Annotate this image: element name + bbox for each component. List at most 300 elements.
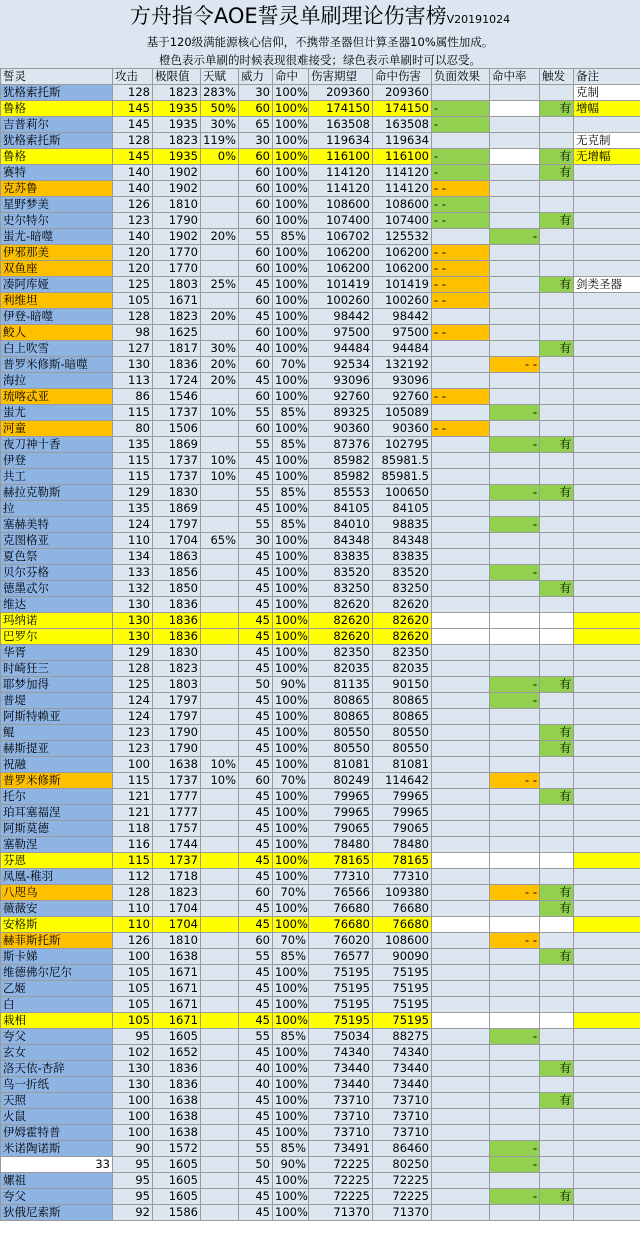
cell-trigger[interactable]: 有	[540, 789, 574, 805]
cell-hit[interactable]: 90%	[273, 1157, 309, 1173]
cell-hit-damage[interactable]: 75195	[373, 965, 432, 981]
cell-power[interactable]: 45	[239, 981, 273, 997]
cell-atk[interactable]: 92	[113, 1205, 153, 1221]
cell-trigger[interactable]	[540, 1141, 574, 1157]
cell-expect[interactable]: 76680	[309, 917, 373, 933]
cell-hit-damage[interactable]: 101419	[373, 277, 432, 293]
cell-negative[interactable]	[432, 341, 490, 357]
cell-power[interactable]: 45	[239, 725, 273, 741]
cell-hit[interactable]: 100%	[273, 613, 309, 629]
cell-name[interactable]: 时崎狂三	[1, 661, 113, 677]
cell-name[interactable]: 薇薇安	[1, 901, 113, 917]
cell-hit-rate[interactable]	[490, 549, 540, 565]
cell-limit[interactable]: 1836	[153, 629, 201, 645]
cell-negative[interactable]	[432, 645, 490, 661]
cell-hit[interactable]: 85%	[273, 485, 309, 501]
col-header-hit-damage[interactable]: 命中伤害	[373, 69, 432, 85]
cell-note[interactable]	[574, 901, 640, 917]
cell-name[interactable]: 玄女	[1, 1045, 113, 1061]
cell-talent[interactable]	[201, 501, 239, 517]
cell-hit-rate[interactable]: -	[490, 229, 540, 245]
cell-talent[interactable]	[201, 245, 239, 261]
cell-negative[interactable]	[432, 949, 490, 965]
cell-expect[interactable]: 76577	[309, 949, 373, 965]
cell-note[interactable]	[574, 357, 640, 373]
cell-hit-damage[interactable]: 125532	[373, 229, 432, 245]
cell-hit-damage[interactable]: 85981.5	[373, 453, 432, 469]
cell-hit-damage[interactable]: 72225	[373, 1173, 432, 1189]
cell-negative[interactable]	[432, 1173, 490, 1189]
cell-negative[interactable]	[432, 965, 490, 981]
cell-talent[interactable]	[201, 1093, 239, 1109]
cell-limit[interactable]: 1850	[153, 581, 201, 597]
cell-trigger[interactable]	[540, 181, 574, 197]
cell-hit[interactable]: 100%	[273, 1173, 309, 1189]
cell-limit[interactable]: 1869	[153, 437, 201, 453]
cell-power[interactable]: 45	[239, 1013, 273, 1029]
cell-trigger[interactable]	[540, 1173, 574, 1189]
cell-hit-rate[interactable]	[490, 789, 540, 805]
cell-hit-rate[interactable]	[490, 741, 540, 757]
cell-note[interactable]	[574, 1029, 640, 1045]
cell-expect[interactable]: 209360	[309, 85, 373, 101]
cell-atk[interactable]: 128	[113, 85, 153, 101]
cell-hit-damage[interactable]: 80550	[373, 725, 432, 741]
cell-atk[interactable]: 102	[113, 1045, 153, 1061]
cell-talent[interactable]	[201, 1013, 239, 1029]
cell-hit-rate[interactable]	[490, 1077, 540, 1093]
cell-trigger[interactable]	[540, 549, 574, 565]
cell-expect[interactable]: 82620	[309, 597, 373, 613]
cell-trigger[interactable]	[540, 773, 574, 789]
cell-talent[interactable]: 20%	[201, 357, 239, 373]
cell-hit-damage[interactable]: 73710	[373, 1109, 432, 1125]
cell-trigger[interactable]: 有	[540, 485, 574, 501]
cell-note[interactable]: 克制	[574, 85, 640, 101]
cell-limit[interactable]: 1863	[153, 549, 201, 565]
cell-note[interactable]	[574, 261, 640, 277]
cell-hit-damage[interactable]: 105089	[373, 405, 432, 421]
cell-negative[interactable]	[432, 693, 490, 709]
cell-note[interactable]	[574, 581, 640, 597]
cell-hit[interactable]: 100%	[273, 661, 309, 677]
cell-power[interactable]: 60	[239, 149, 273, 165]
cell-hit[interactable]: 85%	[273, 517, 309, 533]
cell-trigger[interactable]	[540, 981, 574, 997]
cell-hit-damage[interactable]: 82620	[373, 629, 432, 645]
cell-hit[interactable]: 100%	[273, 1189, 309, 1205]
cell-power[interactable]: 45	[239, 757, 273, 773]
cell-hit-rate[interactable]: -	[490, 1141, 540, 1157]
cell-negative[interactable]	[432, 309, 490, 325]
cell-limit[interactable]: 1638	[153, 949, 201, 965]
cell-power[interactable]: 45	[239, 965, 273, 981]
cell-talent[interactable]	[201, 261, 239, 277]
cell-expect[interactable]: 79965	[309, 789, 373, 805]
cell-trigger[interactable]	[540, 661, 574, 677]
cell-expect[interactable]: 81081	[309, 757, 373, 773]
cell-talent[interactable]: 10%	[201, 773, 239, 789]
cell-expect[interactable]: 80865	[309, 709, 373, 725]
cell-atk[interactable]: 95	[113, 1173, 153, 1189]
cell-trigger[interactable]	[540, 1077, 574, 1093]
cell-limit[interactable]: 1546	[153, 389, 201, 405]
cell-power[interactable]: 55	[239, 229, 273, 245]
cell-trigger[interactable]	[540, 805, 574, 821]
cell-hit-rate[interactable]	[490, 373, 540, 389]
cell-hit[interactable]: 100%	[273, 501, 309, 517]
cell-hit[interactable]: 100%	[273, 805, 309, 821]
cell-name[interactable]: 芬恩	[1, 853, 113, 869]
cell-negative[interactable]: - -	[432, 261, 490, 277]
cell-limit[interactable]: 1823	[153, 661, 201, 677]
cell-expect[interactable]: 74340	[309, 1045, 373, 1061]
cell-name[interactable]: 安格斯	[1, 917, 113, 933]
cell-atk[interactable]: 115	[113, 853, 153, 869]
cell-power[interactable]: 65	[239, 117, 273, 133]
cell-expect[interactable]: 75195	[309, 1013, 373, 1029]
cell-hit[interactable]: 100%	[273, 1077, 309, 1093]
cell-power[interactable]: 60	[239, 101, 273, 117]
cell-limit[interactable]: 1704	[153, 917, 201, 933]
cell-hit[interactable]: 100%	[273, 133, 309, 149]
cell-negative[interactable]	[432, 789, 490, 805]
cell-talent[interactable]: 20%	[201, 309, 239, 325]
cell-hit[interactable]: 100%	[273, 725, 309, 741]
cell-power[interactable]: 50	[239, 1157, 273, 1173]
cell-expect[interactable]: 174150	[309, 101, 373, 117]
cell-expect[interactable]: 85553	[309, 485, 373, 501]
cell-talent[interactable]	[201, 693, 239, 709]
cell-negative[interactable]	[432, 741, 490, 757]
cell-talent[interactable]	[201, 965, 239, 981]
cell-limit[interactable]: 1652	[153, 1045, 201, 1061]
cell-hit[interactable]: 100%	[273, 837, 309, 853]
cell-expect[interactable]: 87376	[309, 437, 373, 453]
cell-trigger[interactable]	[540, 357, 574, 373]
cell-atk[interactable]: 140	[113, 165, 153, 181]
cell-hit[interactable]: 100%	[273, 165, 309, 181]
cell-limit[interactable]: 1836	[153, 1061, 201, 1077]
cell-limit[interactable]: 1810	[153, 933, 201, 949]
cell-negative[interactable]: - -	[432, 181, 490, 197]
cell-hit-damage[interactable]: 132192	[373, 357, 432, 373]
cell-note[interactable]	[574, 629, 640, 645]
cell-expect[interactable]: 116100	[309, 149, 373, 165]
cell-talent[interactable]	[201, 437, 239, 453]
cell-expect[interactable]: 73440	[309, 1077, 373, 1093]
cell-atk[interactable]: 130	[113, 1061, 153, 1077]
cell-atk[interactable]: 113	[113, 373, 153, 389]
cell-trigger[interactable]	[540, 501, 574, 517]
cell-power[interactable]: 60	[239, 213, 273, 229]
cell-note[interactable]	[574, 229, 640, 245]
cell-trigger[interactable]: 有	[540, 581, 574, 597]
cell-atk[interactable]: 115	[113, 453, 153, 469]
cell-talent[interactable]: 25%	[201, 277, 239, 293]
cell-trigger[interactable]	[540, 1157, 574, 1173]
cell-note[interactable]	[574, 181, 640, 197]
cell-hit-rate[interactable]: -	[490, 405, 540, 421]
cell-hit[interactable]: 100%	[273, 85, 309, 101]
cell-atk[interactable]: 80	[113, 421, 153, 437]
cell-note[interactable]: 剑类圣器	[574, 277, 640, 293]
cell-expect[interactable]: 80550	[309, 741, 373, 757]
cell-hit[interactable]: 100%	[273, 373, 309, 389]
cell-hit-rate[interactable]	[490, 1109, 540, 1125]
cell-limit[interactable]: 1902	[153, 181, 201, 197]
cell-expect[interactable]: 114120	[309, 181, 373, 197]
cell-limit[interactable]: 1605	[153, 1173, 201, 1189]
cell-name[interactable]: 赛特	[1, 165, 113, 181]
cell-hit[interactable]: 100%	[273, 469, 309, 485]
cell-power[interactable]: 60	[239, 885, 273, 901]
cell-expect[interactable]: 106702	[309, 229, 373, 245]
cell-hit[interactable]: 100%	[273, 245, 309, 261]
cell-expect[interactable]: 106200	[309, 261, 373, 277]
cell-power[interactable]: 45	[239, 629, 273, 645]
cell-power[interactable]: 60	[239, 357, 273, 373]
cell-power[interactable]: 45	[239, 901, 273, 917]
cell-negative[interactable]	[432, 453, 490, 469]
cell-hit-damage[interactable]: 79065	[373, 821, 432, 837]
cell-note[interactable]	[574, 117, 640, 133]
cell-limit[interactable]: 1935	[153, 117, 201, 133]
cell-expect[interactable]: 83250	[309, 581, 373, 597]
cell-negative[interactable]	[432, 533, 490, 549]
cell-hit[interactable]: 85%	[273, 405, 309, 421]
cell-note[interactable]	[574, 325, 640, 341]
cell-hit-damage[interactable]: 82035	[373, 661, 432, 677]
cell-hit-damage[interactable]: 81081	[373, 757, 432, 773]
cell-name[interactable]: 德墨忒尔	[1, 581, 113, 597]
cell-talent[interactable]	[201, 197, 239, 213]
cell-atk[interactable]: 145	[113, 117, 153, 133]
cell-name[interactable]: 伊登-暗噬	[1, 309, 113, 325]
cell-hit-rate[interactable]	[490, 1093, 540, 1109]
cell-limit[interactable]: 1856	[153, 565, 201, 581]
cell-atk[interactable]: 130	[113, 613, 153, 629]
cell-hit-damage[interactable]: 75195	[373, 981, 432, 997]
cell-expect[interactable]: 78165	[309, 853, 373, 869]
cell-limit[interactable]: 1704	[153, 901, 201, 917]
cell-talent[interactable]	[201, 1077, 239, 1093]
cell-negative[interactable]	[432, 821, 490, 837]
cell-hit-rate[interactable]	[490, 261, 540, 277]
cell-negative[interactable]	[432, 1125, 490, 1141]
cell-hit-rate[interactable]	[490, 197, 540, 213]
cell-trigger[interactable]	[540, 389, 574, 405]
cell-trigger[interactable]	[540, 853, 574, 869]
cell-negative[interactable]	[432, 1157, 490, 1173]
cell-hit-rate[interactable]: -	[490, 485, 540, 501]
cell-power[interactable]: 60	[239, 181, 273, 197]
cell-hit[interactable]: 100%	[273, 629, 309, 645]
cell-note[interactable]	[574, 757, 640, 773]
cell-hit[interactable]: 100%	[273, 917, 309, 933]
cell-limit[interactable]: 1777	[153, 789, 201, 805]
cell-hit[interactable]: 100%	[273, 277, 309, 293]
cell-hit-damage[interactable]: 73440	[373, 1077, 432, 1093]
cell-limit[interactable]: 1836	[153, 357, 201, 373]
cell-name[interactable]: 普堤	[1, 693, 113, 709]
cell-trigger[interactable]	[540, 693, 574, 709]
cell-hit-rate[interactable]	[490, 581, 540, 597]
cell-talent[interactable]	[201, 485, 239, 501]
cell-talent[interactable]	[201, 741, 239, 757]
cell-note[interactable]	[574, 725, 640, 741]
cell-limit[interactable]: 1790	[153, 213, 201, 229]
cell-trigger[interactable]: 有	[540, 165, 574, 181]
cell-name[interactable]: 天照	[1, 1093, 113, 1109]
cell-limit[interactable]: 1737	[153, 773, 201, 789]
cell-name[interactable]: 蚩尤	[1, 405, 113, 421]
cell-name[interactable]: 普罗米修斯-暗噬	[1, 357, 113, 373]
cell-expect[interactable]: 92760	[309, 389, 373, 405]
cell-name[interactable]: 火鼠	[1, 1109, 113, 1125]
cell-atk[interactable]: 105	[113, 997, 153, 1013]
cell-trigger[interactable]	[540, 533, 574, 549]
cell-atk[interactable]: 105	[113, 965, 153, 981]
cell-limit[interactable]: 1836	[153, 1077, 201, 1093]
cell-limit[interactable]: 1770	[153, 261, 201, 277]
cell-hit-rate[interactable]	[490, 965, 540, 981]
cell-hit[interactable]: 100%	[273, 389, 309, 405]
cell-limit[interactable]: 1638	[153, 757, 201, 773]
cell-negative[interactable]: - -	[432, 213, 490, 229]
cell-limit[interactable]: 1638	[153, 1093, 201, 1109]
cell-name[interactable]: 吉普莉尔	[1, 117, 113, 133]
cell-trigger[interactable]: 有	[540, 1061, 574, 1077]
cell-name[interactable]: 克苏鲁	[1, 181, 113, 197]
cell-hit-damage[interactable]: 84348	[373, 533, 432, 549]
cell-talent[interactable]: 119%	[201, 133, 239, 149]
cell-trigger[interactable]	[540, 757, 574, 773]
cell-negative[interactable]	[432, 1189, 490, 1205]
cell-note[interactable]	[574, 373, 640, 389]
cell-power[interactable]: 60	[239, 773, 273, 789]
cell-hit-damage[interactable]: 75195	[373, 997, 432, 1013]
cell-note[interactable]	[574, 453, 640, 469]
cell-negative[interactable]	[432, 373, 490, 389]
cell-atk[interactable]: 110	[113, 901, 153, 917]
cell-talent[interactable]	[201, 597, 239, 613]
cell-note[interactable]	[574, 597, 640, 613]
cell-power[interactable]: 45	[239, 1173, 273, 1189]
cell-note[interactable]: 无增幅	[574, 149, 640, 165]
cell-atk[interactable]: 115	[113, 469, 153, 485]
cell-hit-rate[interactable]: - -	[490, 933, 540, 949]
cell-name[interactable]: 托尔	[1, 789, 113, 805]
cell-power[interactable]: 45	[239, 549, 273, 565]
cell-limit[interactable]: 1935	[153, 149, 201, 165]
cell-negative[interactable]	[432, 997, 490, 1013]
cell-trigger[interactable]	[540, 933, 574, 949]
cell-trigger[interactable]	[540, 821, 574, 837]
cell-power[interactable]: 45	[239, 309, 273, 325]
cell-negative[interactable]	[432, 869, 490, 885]
cell-trigger[interactable]	[540, 997, 574, 1013]
cell-power[interactable]: 30	[239, 133, 273, 149]
cell-atk[interactable]: 130	[113, 1077, 153, 1093]
cell-hit-damage[interactable]: 83835	[373, 549, 432, 565]
cell-name[interactable]: 拉	[1, 501, 113, 517]
cell-expect[interactable]: 82620	[309, 613, 373, 629]
cell-talent[interactable]: 10%	[201, 757, 239, 773]
cell-limit[interactable]: 1935	[153, 101, 201, 117]
cell-power[interactable]: 45	[239, 613, 273, 629]
cell-name[interactable]: 犹格索托斯	[1, 85, 113, 101]
cell-hit-rate[interactable]	[490, 853, 540, 869]
cell-negative[interactable]	[432, 773, 490, 789]
cell-limit[interactable]: 1902	[153, 165, 201, 181]
cell-expect[interactable]: 114120	[309, 165, 373, 181]
cell-hit-damage[interactable]: 163508	[373, 117, 432, 133]
cell-power[interactable]: 30	[239, 85, 273, 101]
cell-trigger[interactable]	[540, 373, 574, 389]
cell-atk[interactable]: 105	[113, 293, 153, 309]
cell-limit[interactable]: 1777	[153, 805, 201, 821]
cell-note[interactable]	[574, 309, 640, 325]
cell-expect[interactable]: 75034	[309, 1029, 373, 1045]
col-header-name[interactable]: 誓灵	[1, 69, 113, 85]
cell-hit-rate[interactable]	[490, 533, 540, 549]
cell-trigger[interactable]	[540, 517, 574, 533]
cell-note[interactable]	[574, 853, 640, 869]
cell-power[interactable]: 45	[239, 453, 273, 469]
cell-name[interactable]: 维达	[1, 597, 113, 613]
cell-name[interactable]: 凑阿库娅	[1, 277, 113, 293]
cell-note[interactable]	[574, 1045, 640, 1061]
cell-hit-damage[interactable]: 97500	[373, 325, 432, 341]
cell-note[interactable]	[574, 1125, 640, 1141]
cell-hit-rate[interactable]	[490, 325, 540, 341]
cell-power[interactable]: 45	[239, 1109, 273, 1125]
cell-negative[interactable]: - -	[432, 293, 490, 309]
cell-hit[interactable]: 100%	[273, 341, 309, 357]
cell-expect[interactable]: 80550	[309, 725, 373, 741]
cell-hit-rate[interactable]	[490, 1173, 540, 1189]
cell-note[interactable]	[574, 997, 640, 1013]
cell-note[interactable]	[574, 1141, 640, 1157]
cell-limit[interactable]: 1803	[153, 677, 201, 693]
cell-hit-damage[interactable]: 72225	[373, 1189, 432, 1205]
cell-power[interactable]: 60	[239, 421, 273, 437]
cell-negative[interactable]	[432, 757, 490, 773]
cell-hit-rate[interactable]: - -	[490, 885, 540, 901]
cell-atk[interactable]: 100	[113, 757, 153, 773]
cell-hit[interactable]: 100%	[273, 549, 309, 565]
cell-expect[interactable]: 73710	[309, 1125, 373, 1141]
cell-atk[interactable]: 125	[113, 277, 153, 293]
cell-negative[interactable]	[432, 1109, 490, 1125]
cell-hit[interactable]: 100%	[273, 789, 309, 805]
cell-atk[interactable]: 95	[113, 1029, 153, 1045]
cell-limit[interactable]: 1671	[153, 293, 201, 309]
cell-note[interactable]	[574, 837, 640, 853]
cell-limit[interactable]: 1572	[153, 1141, 201, 1157]
cell-note[interactable]	[574, 917, 640, 933]
cell-name[interactable]: 栽相	[1, 1013, 113, 1029]
cell-hit-damage[interactable]: 90090	[373, 949, 432, 965]
cell-hit-damage[interactable]: 100650	[373, 485, 432, 501]
cell-note[interactable]	[574, 405, 640, 421]
cell-negative[interactable]	[432, 581, 490, 597]
cell-hit[interactable]: 100%	[273, 181, 309, 197]
col-header-negative[interactable]: 负面效果	[432, 69, 490, 85]
cell-hit[interactable]: 100%	[273, 325, 309, 341]
cell-hit-damage[interactable]: 119634	[373, 133, 432, 149]
